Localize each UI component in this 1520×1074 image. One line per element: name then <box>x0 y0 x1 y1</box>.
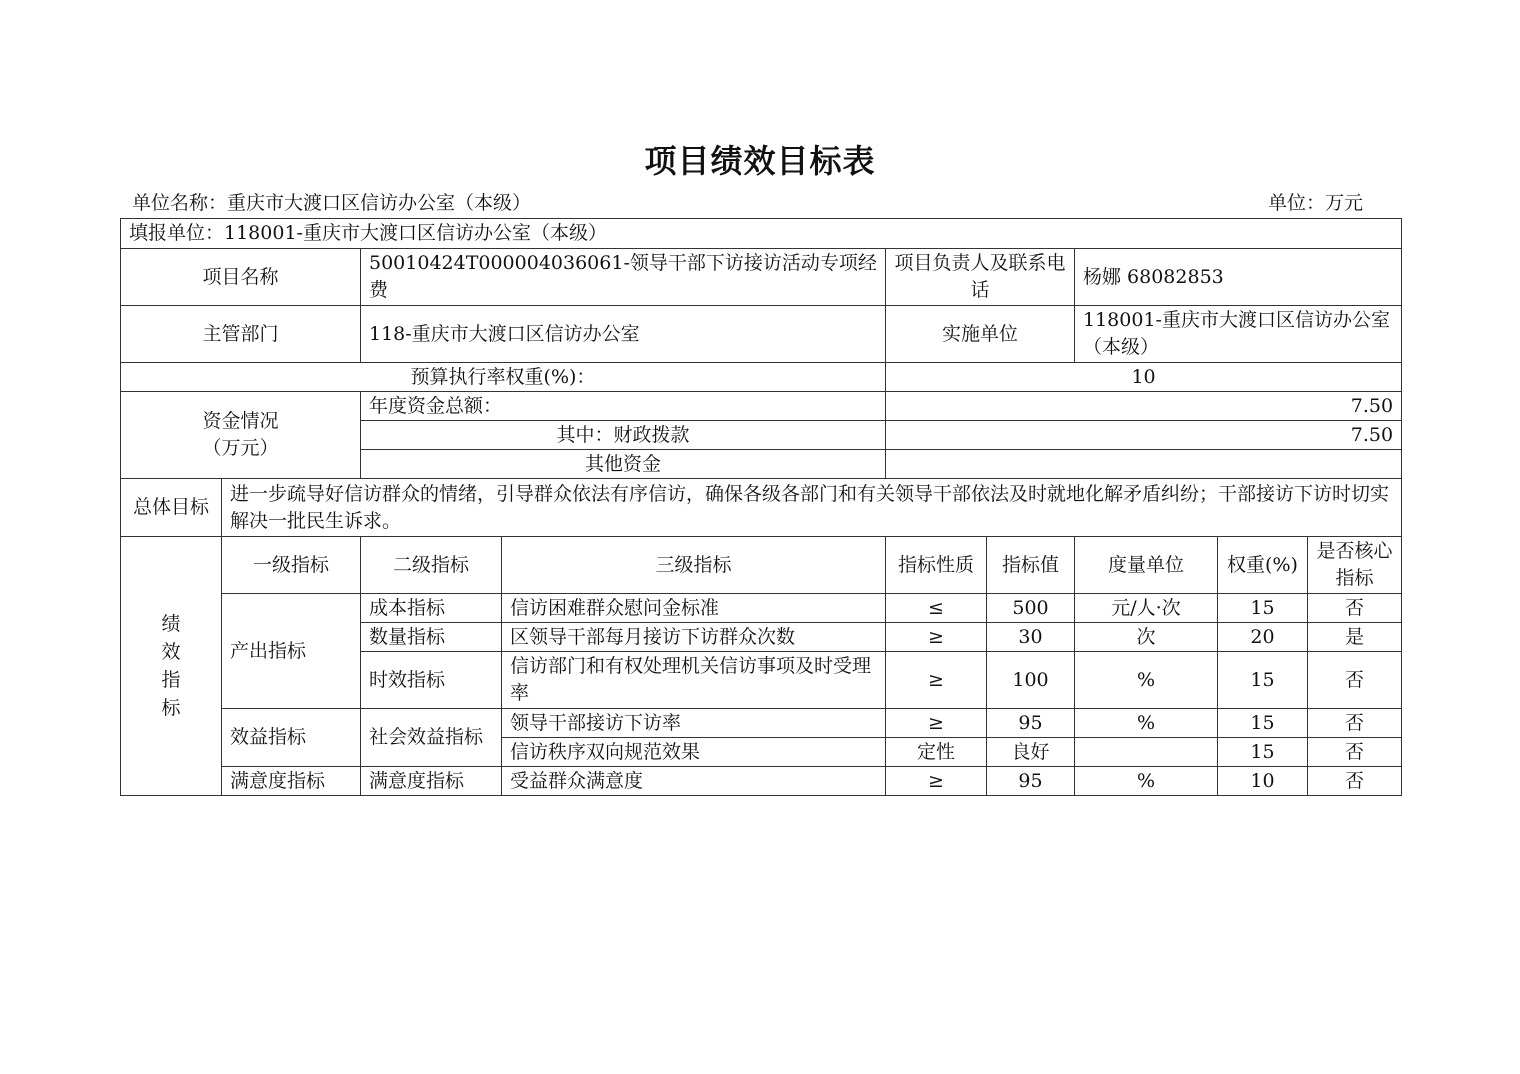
header-level1: 一级指标 <box>222 537 361 594</box>
row-level3: 信访困难群众慰问金标准 <box>502 594 886 623</box>
header-unit: 度量单位 <box>1075 537 1218 594</box>
contact-label: 项目负责人及联系电话 <box>886 249 1075 306</box>
row-level2: 时效指标 <box>361 652 502 709</box>
group-benefit: 效益指标 <box>222 709 361 767</box>
row-value: 95 <box>987 767 1075 796</box>
row-core: 否 <box>1308 738 1402 767</box>
row-core: 否 <box>1308 652 1402 709</box>
table-row <box>121 709 1402 738</box>
dept-label: 主管部门 <box>121 306 361 363</box>
row-level3: 区领导干部每月接访下访群众次数 <box>502 623 886 652</box>
header-level2: 二级指标 <box>361 537 502 594</box>
row-unit: 次 <box>1075 623 1218 652</box>
funds-other-label: 其他资金 <box>361 450 886 479</box>
fill-unit: 填报单位：118001-重庆市大渡口区信访办公室（本级） <box>121 219 1402 249</box>
row-level3: 领导干部接访下访率 <box>502 709 886 738</box>
funds-fiscal-value: 7.50 <box>886 421 1402 450</box>
row-weight: 20 <box>1218 623 1308 652</box>
project-name-label: 项目名称 <box>121 249 361 306</box>
funds-label-line1: 资金情况 <box>202 410 279 432</box>
header-weight: 权重(%) <box>1218 537 1308 594</box>
row-level3: 受益群众满意度 <box>502 767 886 796</box>
row-level2: 成本指标 <box>361 594 502 623</box>
row-nature: ≥ <box>886 652 987 709</box>
row-nature: ≥ <box>886 709 987 738</box>
row-unit <box>1075 738 1218 767</box>
impl-label: 实施单位 <box>886 306 1075 363</box>
table-row <box>121 767 1402 796</box>
goal-text: 进一步疏导好信访群众的情绪，引导群众依法有序信访，确保各级各部门和有关领导干部依法及时就地化解矛盾纠纷；干部接访下访时切实解决一批民生诉求。 <box>222 479 1402 537</box>
row-level2: 社会效益指标 <box>361 709 502 767</box>
row-weight: 15 <box>1218 594 1308 623</box>
row-value: 30 <box>987 623 1075 652</box>
funds-total-label: 年度资金总额： <box>361 392 886 421</box>
group-output: 产出指标 <box>222 594 361 709</box>
header-core: 是否核心指标 <box>1308 537 1402 594</box>
row-core: 否 <box>1308 709 1402 738</box>
row-unit: % <box>1075 709 1218 738</box>
row-nature: ≤ <box>886 594 987 623</box>
row-nature: 定性 <box>886 738 987 767</box>
table-row <box>121 594 1402 623</box>
funds-total-value: 7.50 <box>886 392 1402 421</box>
row-value: 500 <box>987 594 1075 623</box>
group-satisfaction: 满意度指标 <box>222 767 361 796</box>
row-level3: 信访部门和有权处理机关信访事项及时受理率 <box>502 652 886 709</box>
header-level3: 三级指标 <box>502 537 886 594</box>
performance-table <box>120 218 1402 796</box>
row-core: 否 <box>1308 594 1402 623</box>
budget-rate-value: 10 <box>886 363 1402 392</box>
budget-rate-label: 预算执行率权重(%)： <box>121 363 886 392</box>
row-weight: 15 <box>1218 709 1308 738</box>
row-level2: 数量指标 <box>361 623 502 652</box>
unit-name: 单位名称：重庆市大渡口区信访办公室（本级） <box>132 192 532 214</box>
row-weight: 10 <box>1218 767 1308 796</box>
perf-label-text: 绩效指标 <box>161 613 181 719</box>
impl-value: 118001-重庆市大渡口区信访办公室（本级） <box>1075 306 1402 363</box>
header-nature: 指标性质 <box>886 537 987 594</box>
funds-fiscal-label: 其中：财政拨款 <box>361 421 886 450</box>
row-nature: ≥ <box>886 623 987 652</box>
row-weight: 15 <box>1218 652 1308 709</box>
money-unit: 单位：万元 <box>1268 192 1364 214</box>
row-level3: 信访秩序双向规范效果 <box>502 738 886 767</box>
row-value: 100 <box>987 652 1075 709</box>
funds-label-line2: （万元） <box>202 437 279 459</box>
contact-value: 杨娜 68082853 <box>1075 249 1402 306</box>
row-unit: % <box>1075 767 1218 796</box>
row-unit: 元/人·次 <box>1075 594 1218 623</box>
goal-label: 总体目标 <box>121 479 222 537</box>
project-name-value: 50010424T000004036061-领导干部下访接访活动专项经费 <box>361 249 886 306</box>
row-unit: % <box>1075 652 1218 709</box>
row-value: 95 <box>987 709 1075 738</box>
header-value: 指标值 <box>987 537 1075 594</box>
page-title: 项目绩效目标表 <box>644 142 876 180</box>
funds-label <box>121 392 361 479</box>
dept-value: 118-重庆市大渡口区信访办公室 <box>361 306 886 363</box>
row-core: 是 <box>1308 623 1402 652</box>
row-level2: 满意度指标 <box>361 767 502 796</box>
row-value: 良好 <box>987 738 1075 767</box>
funds-other-value <box>886 450 1402 479</box>
row-core: 否 <box>1308 767 1402 796</box>
row-weight: 15 <box>1218 738 1308 767</box>
row-nature: ≥ <box>886 767 987 796</box>
perf-label <box>121 537 222 796</box>
